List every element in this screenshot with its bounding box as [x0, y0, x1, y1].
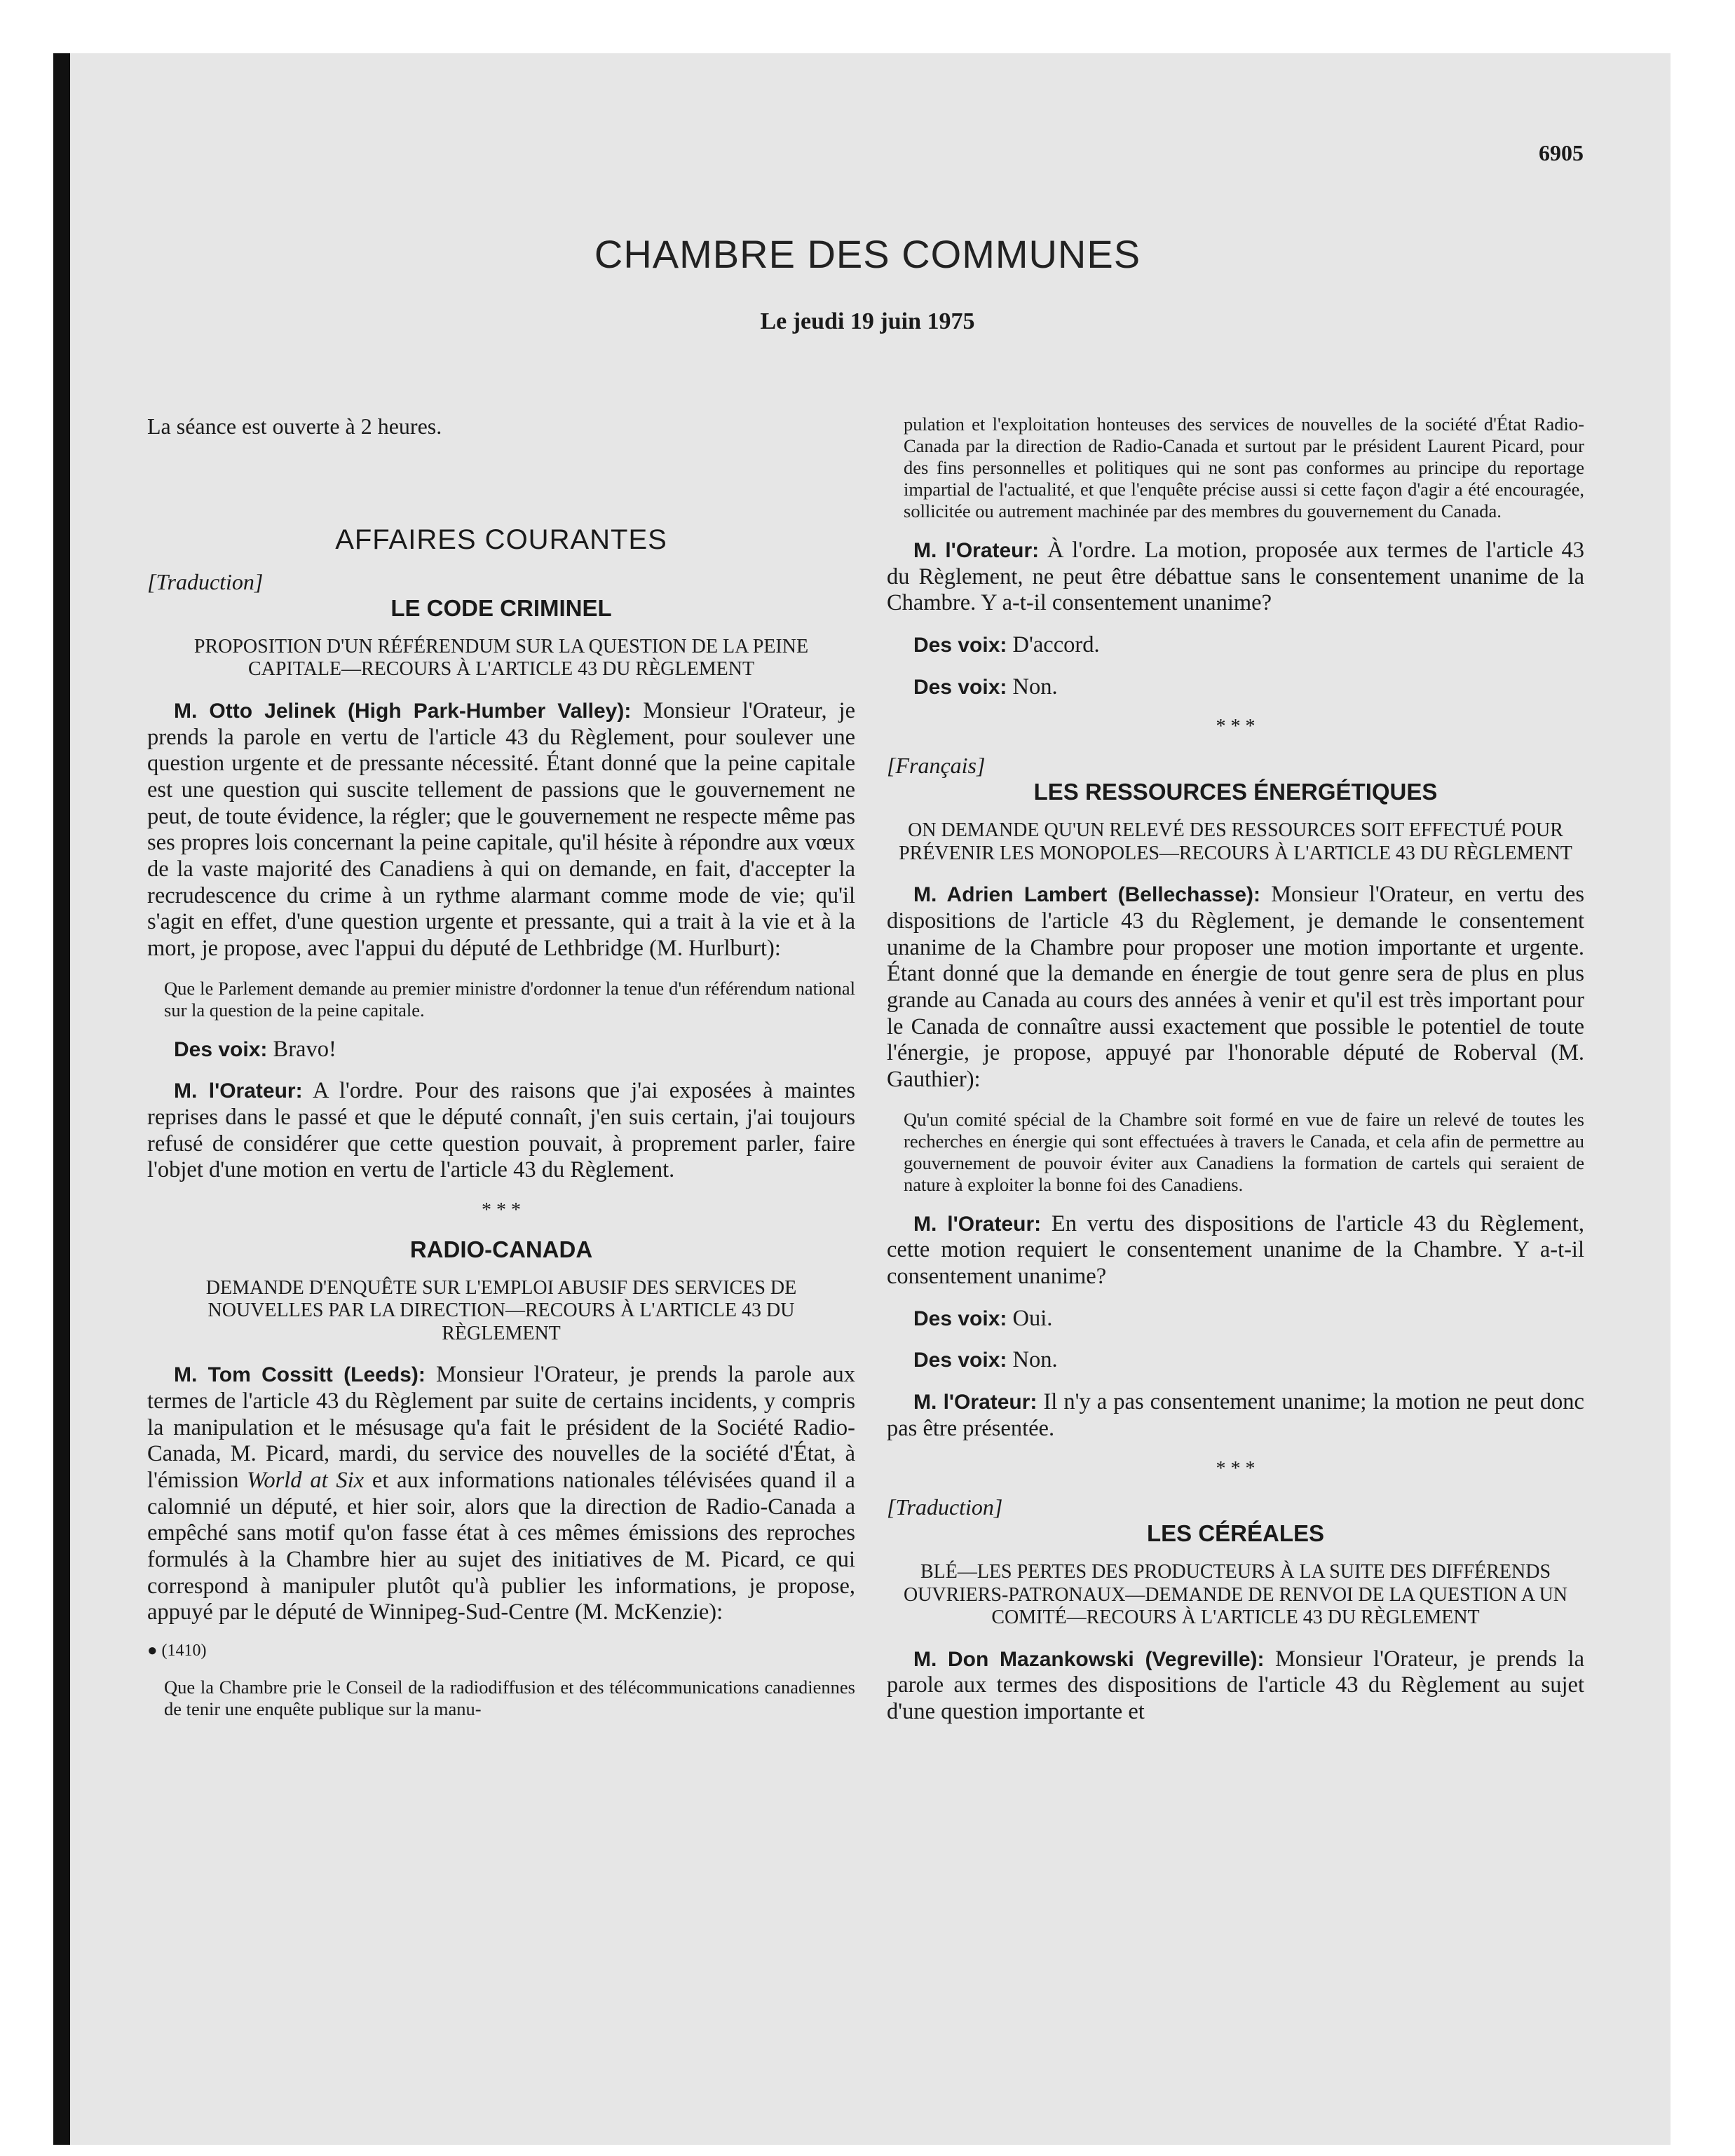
speech-text: Non.: [1007, 674, 1058, 700]
speech-jelinek: [147, 698, 855, 962]
speaker-name: Des voix:: [174, 1037, 268, 1061]
translation-tag: [Traduction]: [147, 568, 264, 594]
speaker-name: M. l'Orateur:: [913, 1391, 1037, 1414]
speech-text: En vertu des dispositions de l'article 43 du Règlement, cette motion requiert le consentement unanime de la Chambre. Y a-t-il consentement unanime?: [887, 1210, 1584, 1290]
speaker-name: Des voix:: [913, 675, 1007, 699]
left-column: [147, 414, 855, 1735]
speech-text: Monsieur l'Orateur, en vertu des dispositions de l'article 43 du Règlement, je demande le consentement unanime de la Chambre pour proposer une motion importante et urgente. Étant donné que la demande en énergie de tout genre sera de plus en plus grande au Canada au cours des années à venir et qu'il est très important pour le Canada de connaître aussi exactement que possible le potentiel de toute l'énergie, je propose, appuyé par l'honorable député de Roberval (M. Gauthier):: [887, 882, 1584, 1093]
scan-edge-bar: [53, 53, 70, 2145]
speaker-name: Des voix:: [913, 634, 1007, 657]
heading-ressources: LES RESSOURCES ÉNERGÉTIQUES: [1033, 779, 1438, 805]
heading-radio-canada: RADIO-CANADA: [409, 1236, 593, 1262]
speech-text: A l'ordre. Pour des raisons que j'ai exposées à maintes reprises dans le passé et que le député connaît, j'en suis certain, j'ai toujours refusé de considérer que cette question pouvait, à proprement parler, faire l'objet d'une motion en vertu de l'article 43 du Règlement.: [147, 1078, 855, 1183]
speech-speaker: [887, 1211, 1584, 1290]
speech-voices: [887, 1306, 1584, 1332]
speech-text: Oui.: [1007, 1305, 1053, 1331]
speech-text: et aux informations nationales télévisées quand il a calomnié un député, et hier soir, alors que la direction de Radio-Canada a empêché sans motif qu'on fasse état à ces mêmes émissions des reproches formulés à la Chambre hier au sujet des initiatives de M. Picard, ce qui correspond à manipuler plutôt qu'à publier les informations, je propose, appuyé par le député de Winnipeg-Sud-Centre (M. McKenzie):: [147, 1468, 855, 1625]
speech-cossitt: [147, 1362, 855, 1626]
separator-stars: * * *: [1216, 716, 1256, 738]
speech-lambert: [887, 882, 1584, 1093]
page-title: CHAMBRE DES COMMUNES: [594, 232, 1141, 276]
speaker-name: M. l'Orateur:: [913, 539, 1040, 562]
speech-text: Il n'y a pas consentement unanime; la motion ne peut donc pas être présentée.: [887, 1389, 1584, 1441]
heading-cereales: LES CÉRÉALES: [1146, 1520, 1325, 1547]
speech-voices: [887, 674, 1584, 701]
separator-stars: * * *: [1216, 1457, 1256, 1480]
motion-quote: Qu'un comité spécial de la Chambre soit formé en vue de faire un relevé de toutes les recherches en énergie qui sont effectuées à travers le Canada, et cela afin de permettre au gouvernement de pouvoir éviter aux Canadiens la formation de cartels qui seraient de nature à exploiter la bonne foi des Canadiens.: [904, 1108, 1584, 1195]
speech-speaker: [887, 1389, 1584, 1442]
page-number: 6905: [1539, 140, 1584, 165]
subheading-energy: ON DEMANDE QU'UN RELEVÉ DES RESSOURCES SOIT EFFECTUÉ POUR PRÉVENIR LES MONOPOLES—RECOURS À L'ARTICLE 43 DU RÈGLEMENT: [899, 819, 1572, 864]
opening-line: La séance est ouverte à 2 heures.: [147, 414, 442, 439]
subheading-ble: BLÉ—LES PERTES DES PRODUCTEURS À LA SUITE DES DIFFÉRENDS OUVRIERS-PATRONAUX—DEMANDE DE RENVOI DE LA QUESTION A UN COMITÉ—RECOURS À L'ARTICLE 43 DU RÈGLEMENT: [903, 1561, 1568, 1629]
translation-tag: [Traduction]: [887, 1494, 1003, 1520]
speech-voices: [147, 1037, 855, 1063]
speech-text: Bravo!: [267, 1036, 336, 1062]
speech-text: À l'ordre. La motion, proposée aux termes de l'article 43 du Règlement, ne peut être débattue sans le consentement unanime de la Chambre. Y a-t-il consentement unanime?: [887, 538, 1584, 616]
speaker-name: M. Don Mazankowski (Vegreville):: [913, 1647, 1265, 1671]
motion-quote: Que le Parlement demande au premier ministre d'ordonner la tenue d'un référendum national sur la question de la peine capitale.: [164, 977, 855, 1021]
motion-quote-continued: pulation et l'exploitation honteuses des services de nouvelles de la société d'État Radio-Canada par la direction de Radio-Canada et surtout par le président Laurent Picard, pour des fins personnelles et politiques qui ne sont pas conformes au principe du reportage impartial de l'actualité, et que l'enquête précise aussi si cette façon d'agir a été encouragée, sollicitée ou autrement machinée par des membres du gouvernement du Canada.: [904, 414, 1584, 521]
motion-quote: Que la Chambre prie le Conseil de la radiodiffusion et des télécommunications canadiennes de tenir une enquête publique sur la manu-: [164, 1676, 855, 1719]
speech-text: Non.: [1007, 1347, 1058, 1373]
session-date: Le jeudi 19 juin 1975: [760, 308, 975, 334]
subheading-radio: DEMANDE D'ENQUÊTE SUR L'EMPLOI ABUSIF DES SERVICES DE NOUVELLES PAR LA DIRECTION—RECOURS À L'ARTICLE 43 DU RÈGLEMENT: [205, 1276, 797, 1344]
right-column: [887, 414, 1584, 1741]
speaker-name: Des voix:: [913, 1306, 1007, 1330]
speech-text: Monsieur l'Orateur, je prends la parole aux termes des dispositions de l'article 43 du Règlement au sujet d'une question importante et: [887, 1646, 1584, 1725]
speaker-name: M. l'Orateur:: [174, 1079, 303, 1103]
section-heading-affaires: AFFAIRES COURANTES: [335, 524, 667, 556]
speaker-name: M. Otto Jelinek (High Park-Humber Valley):: [174, 699, 632, 723]
speech-voices: [887, 1347, 1584, 1374]
speech-text: D'accord.: [1007, 632, 1100, 658]
speech-mazankowski: [887, 1646, 1584, 1726]
speech-voices: [887, 632, 1584, 659]
speech-speaker: [147, 1078, 855, 1184]
speaker-name: M. Adrien Lambert (Bellechasse):: [913, 883, 1261, 907]
language-tag: [Français]: [887, 752, 986, 778]
separator-stars: * * *: [482, 1199, 521, 1222]
speech-text: Monsieur l'Orateur, je prends la parole aux termes de l'article 43 du Règlement par suite de certains incidents, y compris la manipulation et le mésusage qu'a fait le président de la Société Radio-Canada, M. Picard, mardi, du service des nouvelles de la société d'État, à l'émission: [147, 1362, 856, 1494]
speaker-name: Des voix:: [913, 1349, 1007, 1372]
time-marker: ● (1410): [147, 1642, 207, 1660]
speech-speaker: [887, 538, 1584, 617]
program-title: World at Six: [247, 1468, 365, 1494]
speaker-name: M. Tom Cossitt (Leeds):: [174, 1363, 426, 1387]
speech-text: Monsieur l'Orateur, je prends la parole en vertu de l'article 43 du Règlement, pour soulever une question urgente et de pressante nécessité. Étant donné que la peine capitale est une question qui suscite tellement de passions que le gouvernement ne peut, de toute évidence, la régler; que le gouvernement ne respecte même pas ses propres lois concernant la peine capitale, qu'il hésite à répondre aux vœux de la vaste majorité des Canadiens à qui on demande, en fait, d'accepter la recrudescence du crime à un rythme alarmant comme mode de vie; qu'il s'agit en effet, d'une question urgente et pressante, qui a trait à la vie et à la mort, je propose, avec l'appui du député de Lethbridge (M. Hurlburt):: [147, 697, 855, 961]
subheading-referendum: PROPOSITION D'UN RÉFÉRENDUM SUR LA QUESTION DE LA PEINE CAPITALE—RECOURS À L'ARTICLE 43 DU RÈGLEMENT: [193, 635, 809, 681]
heading-code-criminel: LE CODE CRIMINEL: [390, 594, 612, 621]
speaker-name: M. l'Orateur:: [913, 1212, 1042, 1236]
